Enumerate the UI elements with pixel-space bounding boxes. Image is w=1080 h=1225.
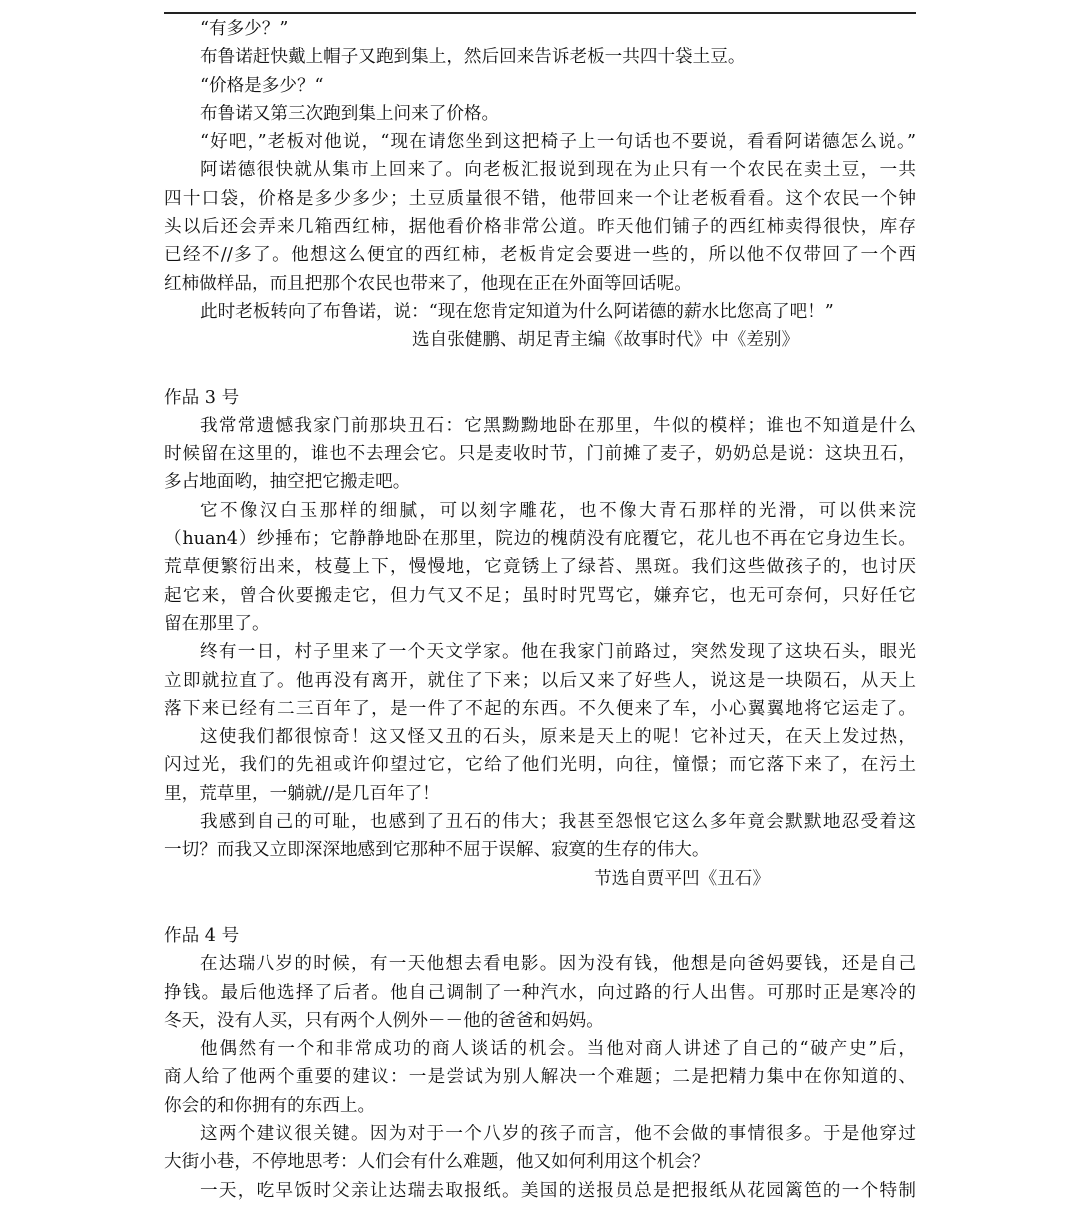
blank-line (164, 355, 924, 384)
text-line: 时候留在这里的，谁也不去理会它。只是麦收时节，门前摊了麦子，奶奶总是说：这块丑石， (164, 444, 916, 465)
text-line: 在达瑞八岁的时候，有一天他想去看电影。因为没有钱，他想是向爸妈要钱，还是自己 (200, 954, 916, 975)
text-line: 闪过光，我们的先祖或许仰望过它，它给了他们光明，向往，憧憬；而它落下来了，在污土 (164, 755, 916, 776)
text-line: 你会的和你拥有的东西上。 (164, 1095, 376, 1116)
text-line: （huan4）纱捶布；它静静地卧在那里，院边的槐荫没有庇覆它，花儿也不再在它身边生长。 (164, 529, 916, 550)
text-line: 一天，吃早饭时父亲让达瑞去取报纸。美国的送报员总是把报纸从花园篱笆的一个特制 (200, 1180, 916, 1201)
section-heading: 作品 4 号 (164, 925, 240, 946)
text-line: 我常常遗憾我家门前那块丑石：它黑黝黝地卧在那里，牛似的模样；谁也不知道是什么 (200, 415, 916, 436)
text-line: 多占地面哟，抽空把它搬走吧。 (164, 472, 411, 493)
text-line: 这两个建议很关键。因为对于一个八岁的孩子而言，他不会做的事情很多。于是他穿过 (200, 1123, 916, 1144)
text-line: 此时老板转向了布鲁诺，说：“现在您肯定知道为什么阿诺德的薪水比您高了吧！” (200, 301, 834, 322)
text-line: 他偶然有一个和非常成功的商人谈话的机会。当他对商人讲述了自己的“破产史”后， (200, 1039, 916, 1060)
text-line: 布鲁诺又第三次跑到集上问来了价格。 (200, 103, 500, 124)
text-line: 已经不//多了。他想这么便宜的西红柿，老板肯定会要进一些的，所以他不仅带回了一个西 (164, 245, 916, 266)
text-line: 我感到自己的可耻，也感到了丑石的伟大；我甚至怨恨它这么多年竟会默默地忍受着这 (200, 812, 916, 833)
text-line: 冬天，没有人买，只有两个人例外－－他的爸爸和妈妈。 (164, 1010, 604, 1031)
text-line: 它不像汉白玉那样的细腻，可以刻字雕花，也不像大青石那样的光滑，可以供来浣 (200, 500, 916, 521)
blank-line (164, 893, 924, 922)
text-line: 阿诺德很快就从集市上回来了。向老板汇报说到现在为止只有一个农民在卖土豆，一共 (200, 160, 916, 181)
text-line: “价格是多少？“ (200, 75, 324, 96)
text-line: 起它来，曾合伙要搬走它，但力气又不足；虽时时咒骂它，嫌弃它，也无可奈何，只好任它 (164, 585, 916, 606)
text-line: 四十口袋，价格是多少多少；土豆质量很不错，他带回来一个让老板看看。这个农民一个钟 (164, 188, 916, 209)
text-line: 布鲁诺赶快戴上帽子又跑到集上，然后回来告诉老板一共四十袋土豆。 (200, 47, 746, 68)
text-line: 大街小巷，不停地思考：人们会有什么难题，他又如何利用这个机会？ (164, 1152, 710, 1173)
source-citation: 节选自贾平凹《丑石》 (594, 868, 770, 889)
document-page (164, 15, 924, 1205)
text-line: “有多少？” (200, 19, 289, 39)
text-line: 里，荒草里，一躺就//是几百年了！ (164, 783, 440, 804)
source-citation: 选自张健鹏、胡足青主编《故事时代》中《差别》 (412, 330, 800, 351)
text-line: 这使我们都很惊奇！这又怪又丑的石头，原来是天上的呢！它补过天，在天上发过热， (200, 727, 916, 748)
text-line: 红柿做样品，而且把那个农民也带来了，他现在正在外面等回话呢。 (164, 273, 692, 294)
text-line: 一切？而我又立即深深地感到它那种不屈于误解、寂寞的生存的伟大。 (164, 840, 710, 861)
text-line: 终有一日，村子里来了一个天文学家。他在我家门前路过，突然发现了这块石头，眼光 (200, 642, 916, 663)
text-line: “好吧，”老板对他说，“现在请您坐到这把椅子上一句话也不要说，看看阿诺德怎么说。” (200, 132, 916, 153)
text-line: 落下来已经有二三百年了，是一件了不起的东西。不久便来了车，小心翼翼地将它运走了。 (164, 698, 916, 719)
text-line: 头以后还会弄来几箱西红柿，据他看价格非常公道。昨天他们铺子的西红柿卖得很快，库存 (164, 217, 916, 238)
top-rule (164, 12, 916, 14)
text-line: 挣钱。最后他选择了后者。他自己调制了一种汽水，向过路的行人出售。可那时正是寒冷的 (164, 982, 916, 1003)
text-line: 荒草便繁衍出来，枝蔓上下，慢慢地，它竟锈上了绿苔、黑斑。我们这些做孩子的，也讨厌 (164, 557, 916, 578)
text-line: 商人给了他两个重要的建议：一是尝试为别人解决一个难题；二是把精力集中在你知道的、 (164, 1067, 916, 1088)
section-heading: 作品 3 号 (164, 387, 240, 408)
text-line: 留在那里了。 (164, 613, 270, 634)
text-line: 立即就拉直了。他再没有离开，就住了下来；以后又来了好些人，说这是一块陨石，从天上 (164, 670, 916, 691)
